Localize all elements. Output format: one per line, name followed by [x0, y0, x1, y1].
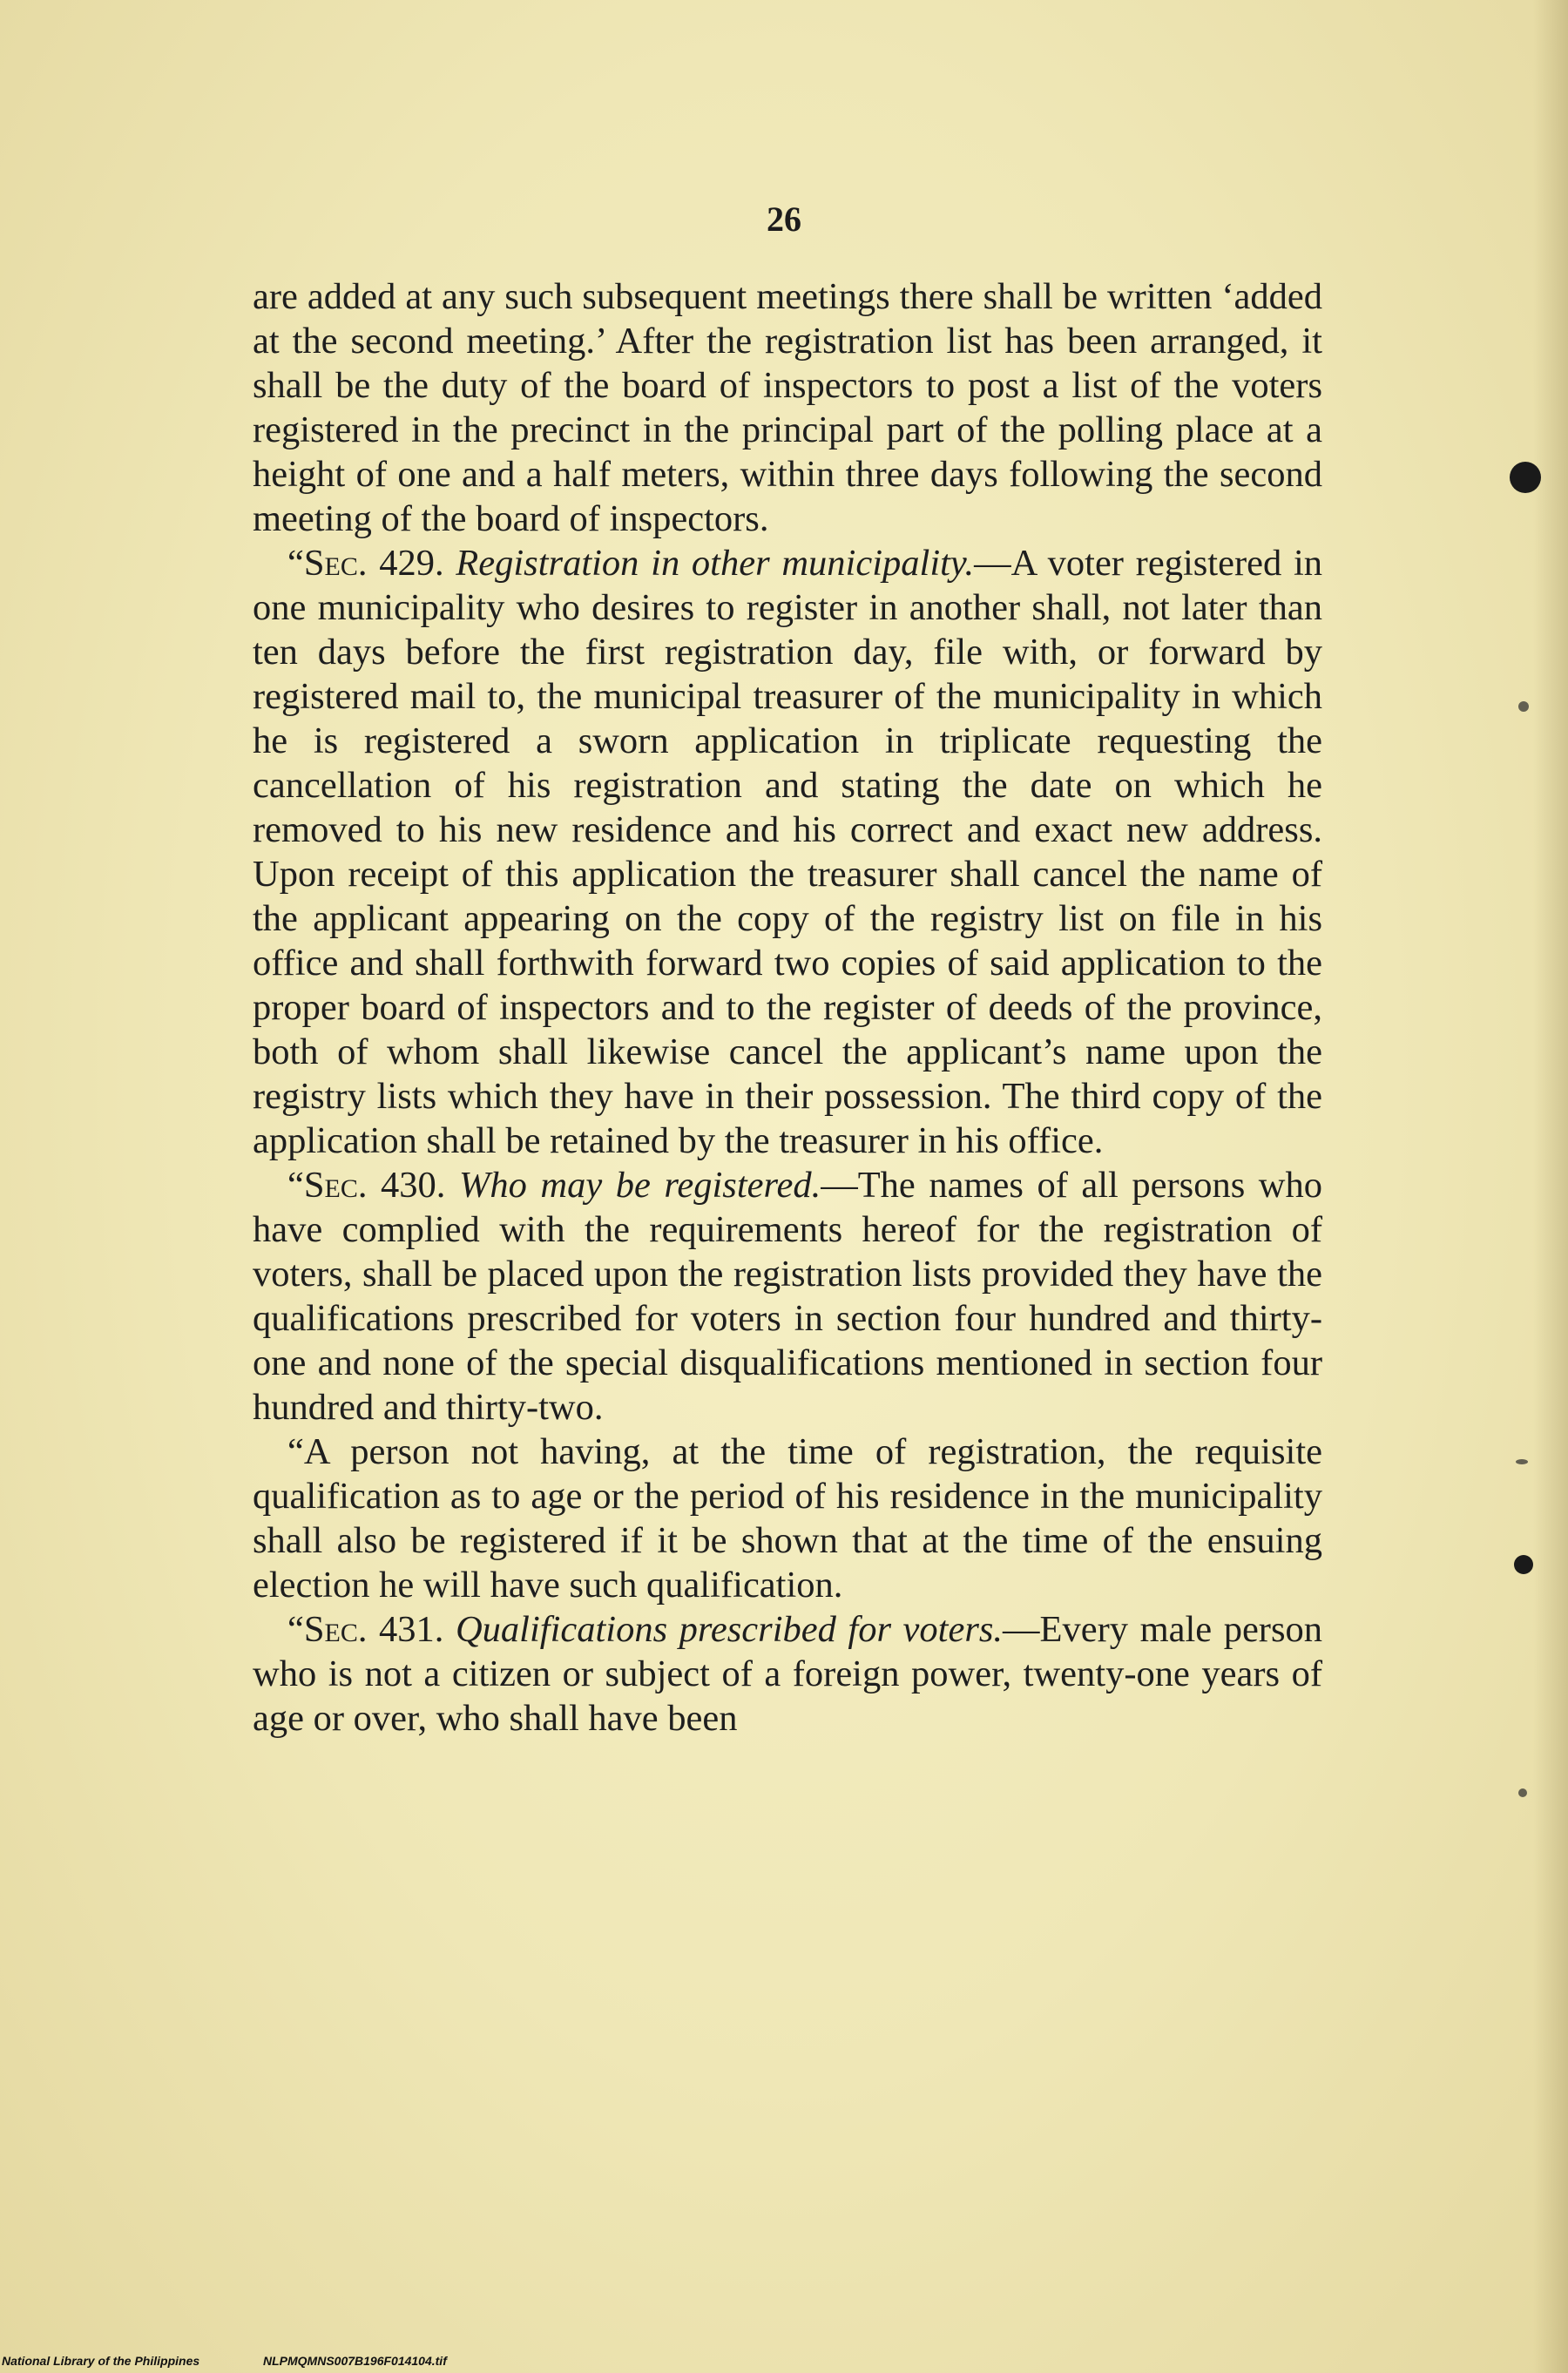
section-text: —The names of all persons who have complied with the requirements hereof for the registration of voters, shall be placed upon the registration lists provided they have the qualifications prescribed for voters in section four hundred and thirty-one and none of the special disqualifications mentioned in section four hundred and thirty-two. — [253, 1165, 1322, 1428]
section-text: —A voter registered in one municipality who desires to register in another shall, not later than ten days before the first registration day, file with, or forward by registered mail to, the municipal treasurer of the municipality in which he is registered a sworn application in triplicate requesting the cancellation of his registration and stating the date on which he removed to his new residence and his correct and exact new address. Upon receipt of this application the treasurer shall cancel the name of the applicant appearing on the copy of the registry list on file in his office and shall forthwith forward two copies of said application to the proper board of inspectors and to the register of deeds of the province, both of whom shall likewise cancel the applicant’s name upon the registry lists which they have in their possession. The third copy of the application shall be retained by the treasurer in his office. — [253, 543, 1322, 1161]
section-430 — [253, 1163, 1322, 1430]
file-id: NLPMQMNS007B196F014104.tif — [263, 2354, 447, 2368]
speck-2 — [1518, 1788, 1527, 1797]
section-number: 430. — [381, 1165, 446, 1206]
section-number: 429. — [379, 543, 444, 584]
open-quote: “ — [287, 1609, 304, 1650]
scan-footer — [0, 2354, 1568, 2371]
section-label: Sec. — [303, 1165, 368, 1206]
section-title: Registration in other municipality. — [456, 543, 975, 584]
open-quote: “ — [287, 1165, 304, 1206]
open-quote: “ — [287, 543, 304, 584]
paragraph-text: “A person not having, at the time of registration, the requisite qualification as to age or the period of his residence in the municipality shall also be registered if it be shown that at the time of the ensuing election he will have such qualification. — [253, 1431, 1322, 1606]
section-431 — [253, 1607, 1322, 1741]
section-number: 431. — [379, 1609, 444, 1650]
paragraph-continuation — [253, 274, 1322, 541]
section-title: Qualifications prescribed for voters. — [455, 1609, 1004, 1650]
section-label: Sec. — [303, 1609, 368, 1650]
page-number: 26 — [767, 199, 801, 239]
section-text: —Every male person who is not a citizen or subject of a foreign power, twenty-one years of age or over, who shall have been — [253, 1609, 1323, 1739]
punch-hole-top — [1510, 462, 1541, 493]
page-edge-shadow — [1533, 0, 1568, 2373]
speck-3 — [1516, 1459, 1528, 1464]
library-credit: National Library of the Philippines — [2, 2354, 200, 2368]
paragraph-text: are added at any such subsequent meetings there shall be written ‘added at the second meeting.’ After the registration list has been arranged, it shall be the duty of the board of inspectors to post a list of the voters registered in the precinct in the principal part of the polling place at a height of one and a half meters, within three days following the second meeting of the board of inspectors. — [253, 276, 1322, 539]
speck-1 — [1518, 701, 1529, 712]
paragraph-age-residence — [253, 1430, 1322, 1607]
section-429 — [253, 541, 1322, 1163]
section-label: Sec. — [303, 543, 368, 584]
punch-hole-bottom — [1514, 1555, 1533, 1574]
body-text — [253, 274, 1322, 1741]
section-title: Who may be registered. — [458, 1165, 821, 1206]
